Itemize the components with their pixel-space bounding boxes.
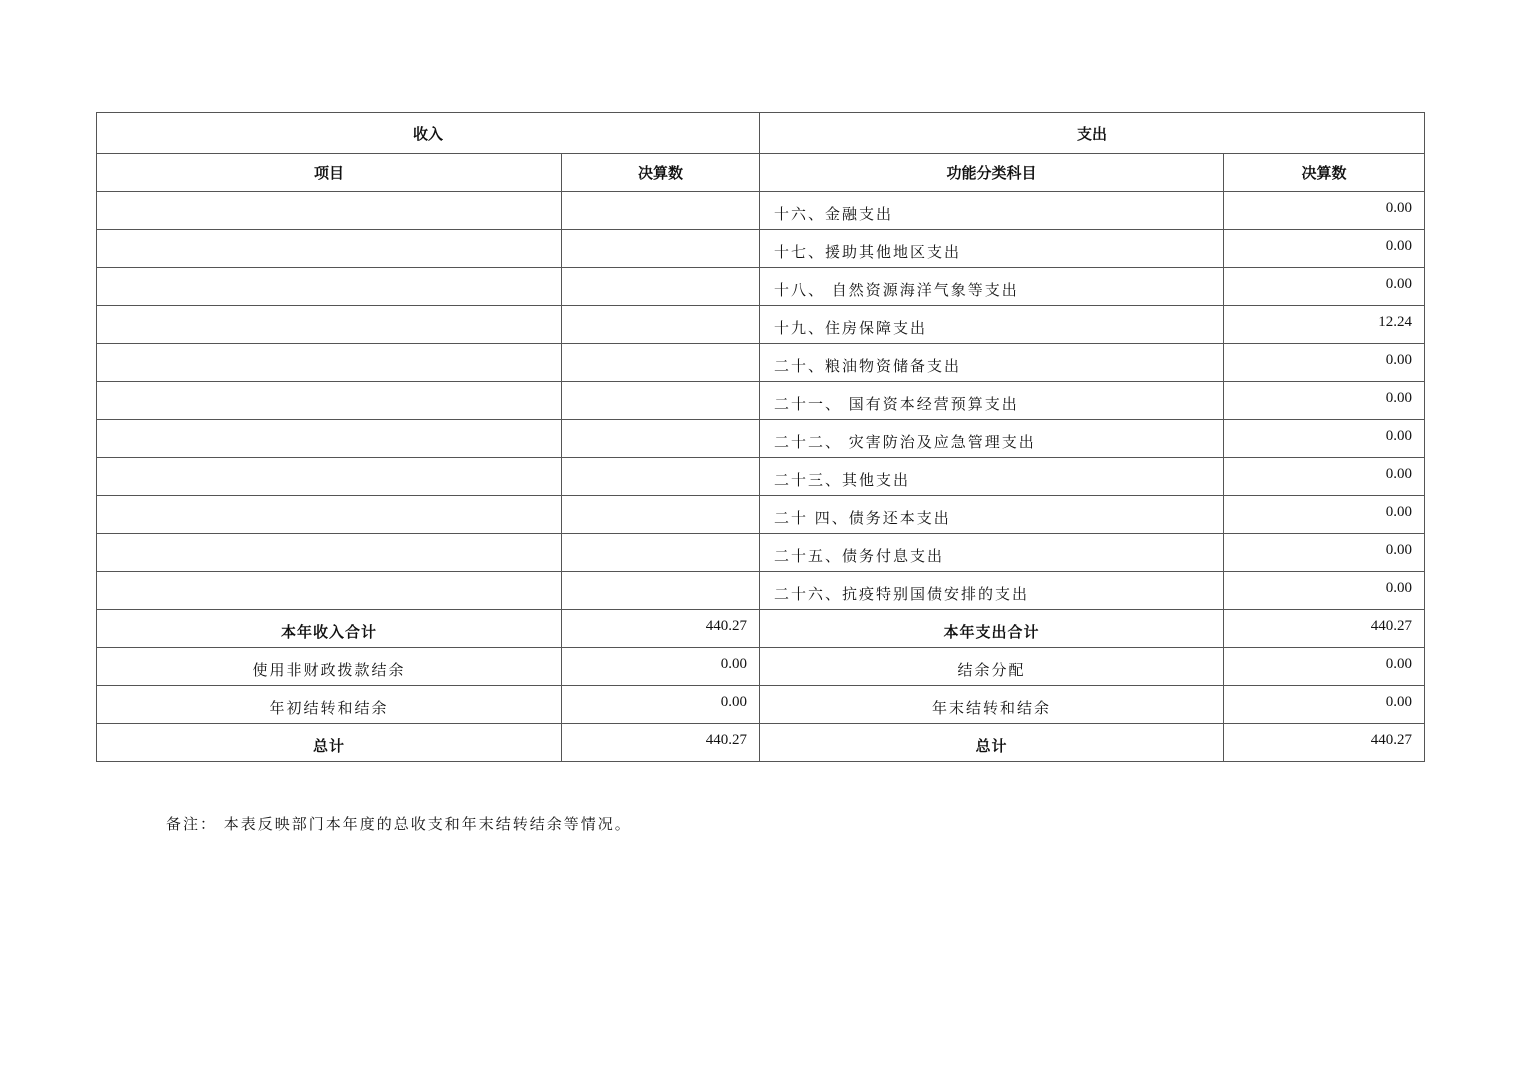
expense-value-cell: 0.00 [1224, 420, 1425, 458]
summary-income-label: 总计 [97, 724, 562, 762]
income-value-cell [562, 496, 760, 534]
table-row [97, 230, 1425, 268]
income-value-cell [562, 306, 760, 344]
summary-row [97, 610, 1425, 648]
summary-expense-label: 结余分配 [760, 648, 1224, 686]
income-value-cell [562, 572, 760, 610]
income-value-cell [562, 344, 760, 382]
expense-value-cell: 0.00 [1224, 230, 1425, 268]
income-section-header: 收入 [97, 113, 760, 154]
expense-item-cell: 二十、粮油物资储备支出 [760, 344, 1224, 382]
income-value-cell [562, 268, 760, 306]
income-item-cell [97, 192, 562, 230]
expense-value-cell: 0.00 [1224, 268, 1425, 306]
income-item-cell [97, 572, 562, 610]
expense-item-cell: 二十五、债务付息支出 [760, 534, 1224, 572]
summary-income-label: 年初结转和结余 [97, 686, 562, 724]
income-value-cell [562, 534, 760, 572]
expense-value-cell: 0.00 [1224, 382, 1425, 420]
income-value-cell [562, 420, 760, 458]
expense-value-cell: 12.24 [1224, 306, 1425, 344]
column-header-row [97, 154, 1425, 192]
income-item-cell [97, 420, 562, 458]
table-row [97, 534, 1425, 572]
summary-expense-value: 440.27 [1224, 724, 1425, 762]
income-item-cell [97, 534, 562, 572]
table-row [97, 572, 1425, 610]
income-value-cell [562, 382, 760, 420]
footnote: 备注： 本表反映部门本年度的总收支和年末结转结余等情况。 [166, 815, 632, 833]
expense-item-cell: 十六、金融支出 [760, 192, 1224, 230]
expense-value-cell: 0.00 [1224, 534, 1425, 572]
summary-expense-label: 年末结转和结余 [760, 686, 1224, 724]
summary-income-value: 440.27 [562, 724, 760, 762]
expense-value-cell: 0.00 [1224, 344, 1425, 382]
summary-income-value: 0.00 [562, 648, 760, 686]
table-row [97, 458, 1425, 496]
income-value-cell [562, 230, 760, 268]
expense-item-cell: 十八、 自然资源海洋气象等支出 [760, 268, 1224, 306]
expense-amount-column-header: 决算数 [1224, 154, 1425, 192]
income-expense-table [96, 112, 1425, 762]
expense-value-cell: 0.00 [1224, 192, 1425, 230]
table-row [97, 268, 1425, 306]
income-item-cell [97, 230, 562, 268]
income-item-cell [97, 382, 562, 420]
table-row [97, 420, 1425, 458]
function-category-column-header: 功能分类科目 [760, 154, 1224, 192]
summary-row [97, 686, 1425, 724]
income-item-cell [97, 458, 562, 496]
income-item-cell [97, 344, 562, 382]
expense-item-cell: 二十一、 国有资本经营预算支出 [760, 382, 1224, 420]
section-header-row [97, 113, 1425, 154]
summary-income-value: 0.00 [562, 686, 760, 724]
expense-value-cell: 0.00 [1224, 572, 1425, 610]
table-row [97, 496, 1425, 534]
expense-item-cell: 二十六、抗疫特别国债安排的支出 [760, 572, 1224, 610]
expense-item-cell: 二十二、 灾害防治及应急管理支出 [760, 420, 1224, 458]
summary-expense-value: 0.00 [1224, 686, 1425, 724]
table-row [97, 382, 1425, 420]
summary-expense-label: 本年支出合计 [760, 610, 1224, 648]
summary-row [97, 648, 1425, 686]
summary-expense-label: 总计 [760, 724, 1224, 762]
expense-item-cell: 二十 四、债务还本支出 [760, 496, 1224, 534]
income-value-cell [562, 192, 760, 230]
table-row [97, 344, 1425, 382]
item-column-header: 项目 [97, 154, 562, 192]
table-row [97, 192, 1425, 230]
expense-value-cell: 0.00 [1224, 458, 1425, 496]
expense-section-header: 支出 [760, 113, 1425, 154]
summary-income-label: 本年收入合计 [97, 610, 562, 648]
income-amount-column-header: 决算数 [562, 154, 760, 192]
expense-value-cell: 0.00 [1224, 496, 1425, 534]
income-item-cell [97, 496, 562, 534]
table-row [97, 306, 1425, 344]
summary-expense-value: 440.27 [1224, 610, 1425, 648]
summary-income-label: 使用非财政拨款结余 [97, 648, 562, 686]
summary-income-value: 440.27 [562, 610, 760, 648]
income-item-cell [97, 268, 562, 306]
income-item-cell [97, 306, 562, 344]
expense-item-cell: 十七、援助其他地区支出 [760, 230, 1224, 268]
expense-item-cell: 二十三、其他支出 [760, 458, 1224, 496]
income-value-cell [562, 458, 760, 496]
summary-expense-value: 0.00 [1224, 648, 1425, 686]
expense-item-cell: 十九、住房保障支出 [760, 306, 1224, 344]
summary-row [97, 724, 1425, 762]
